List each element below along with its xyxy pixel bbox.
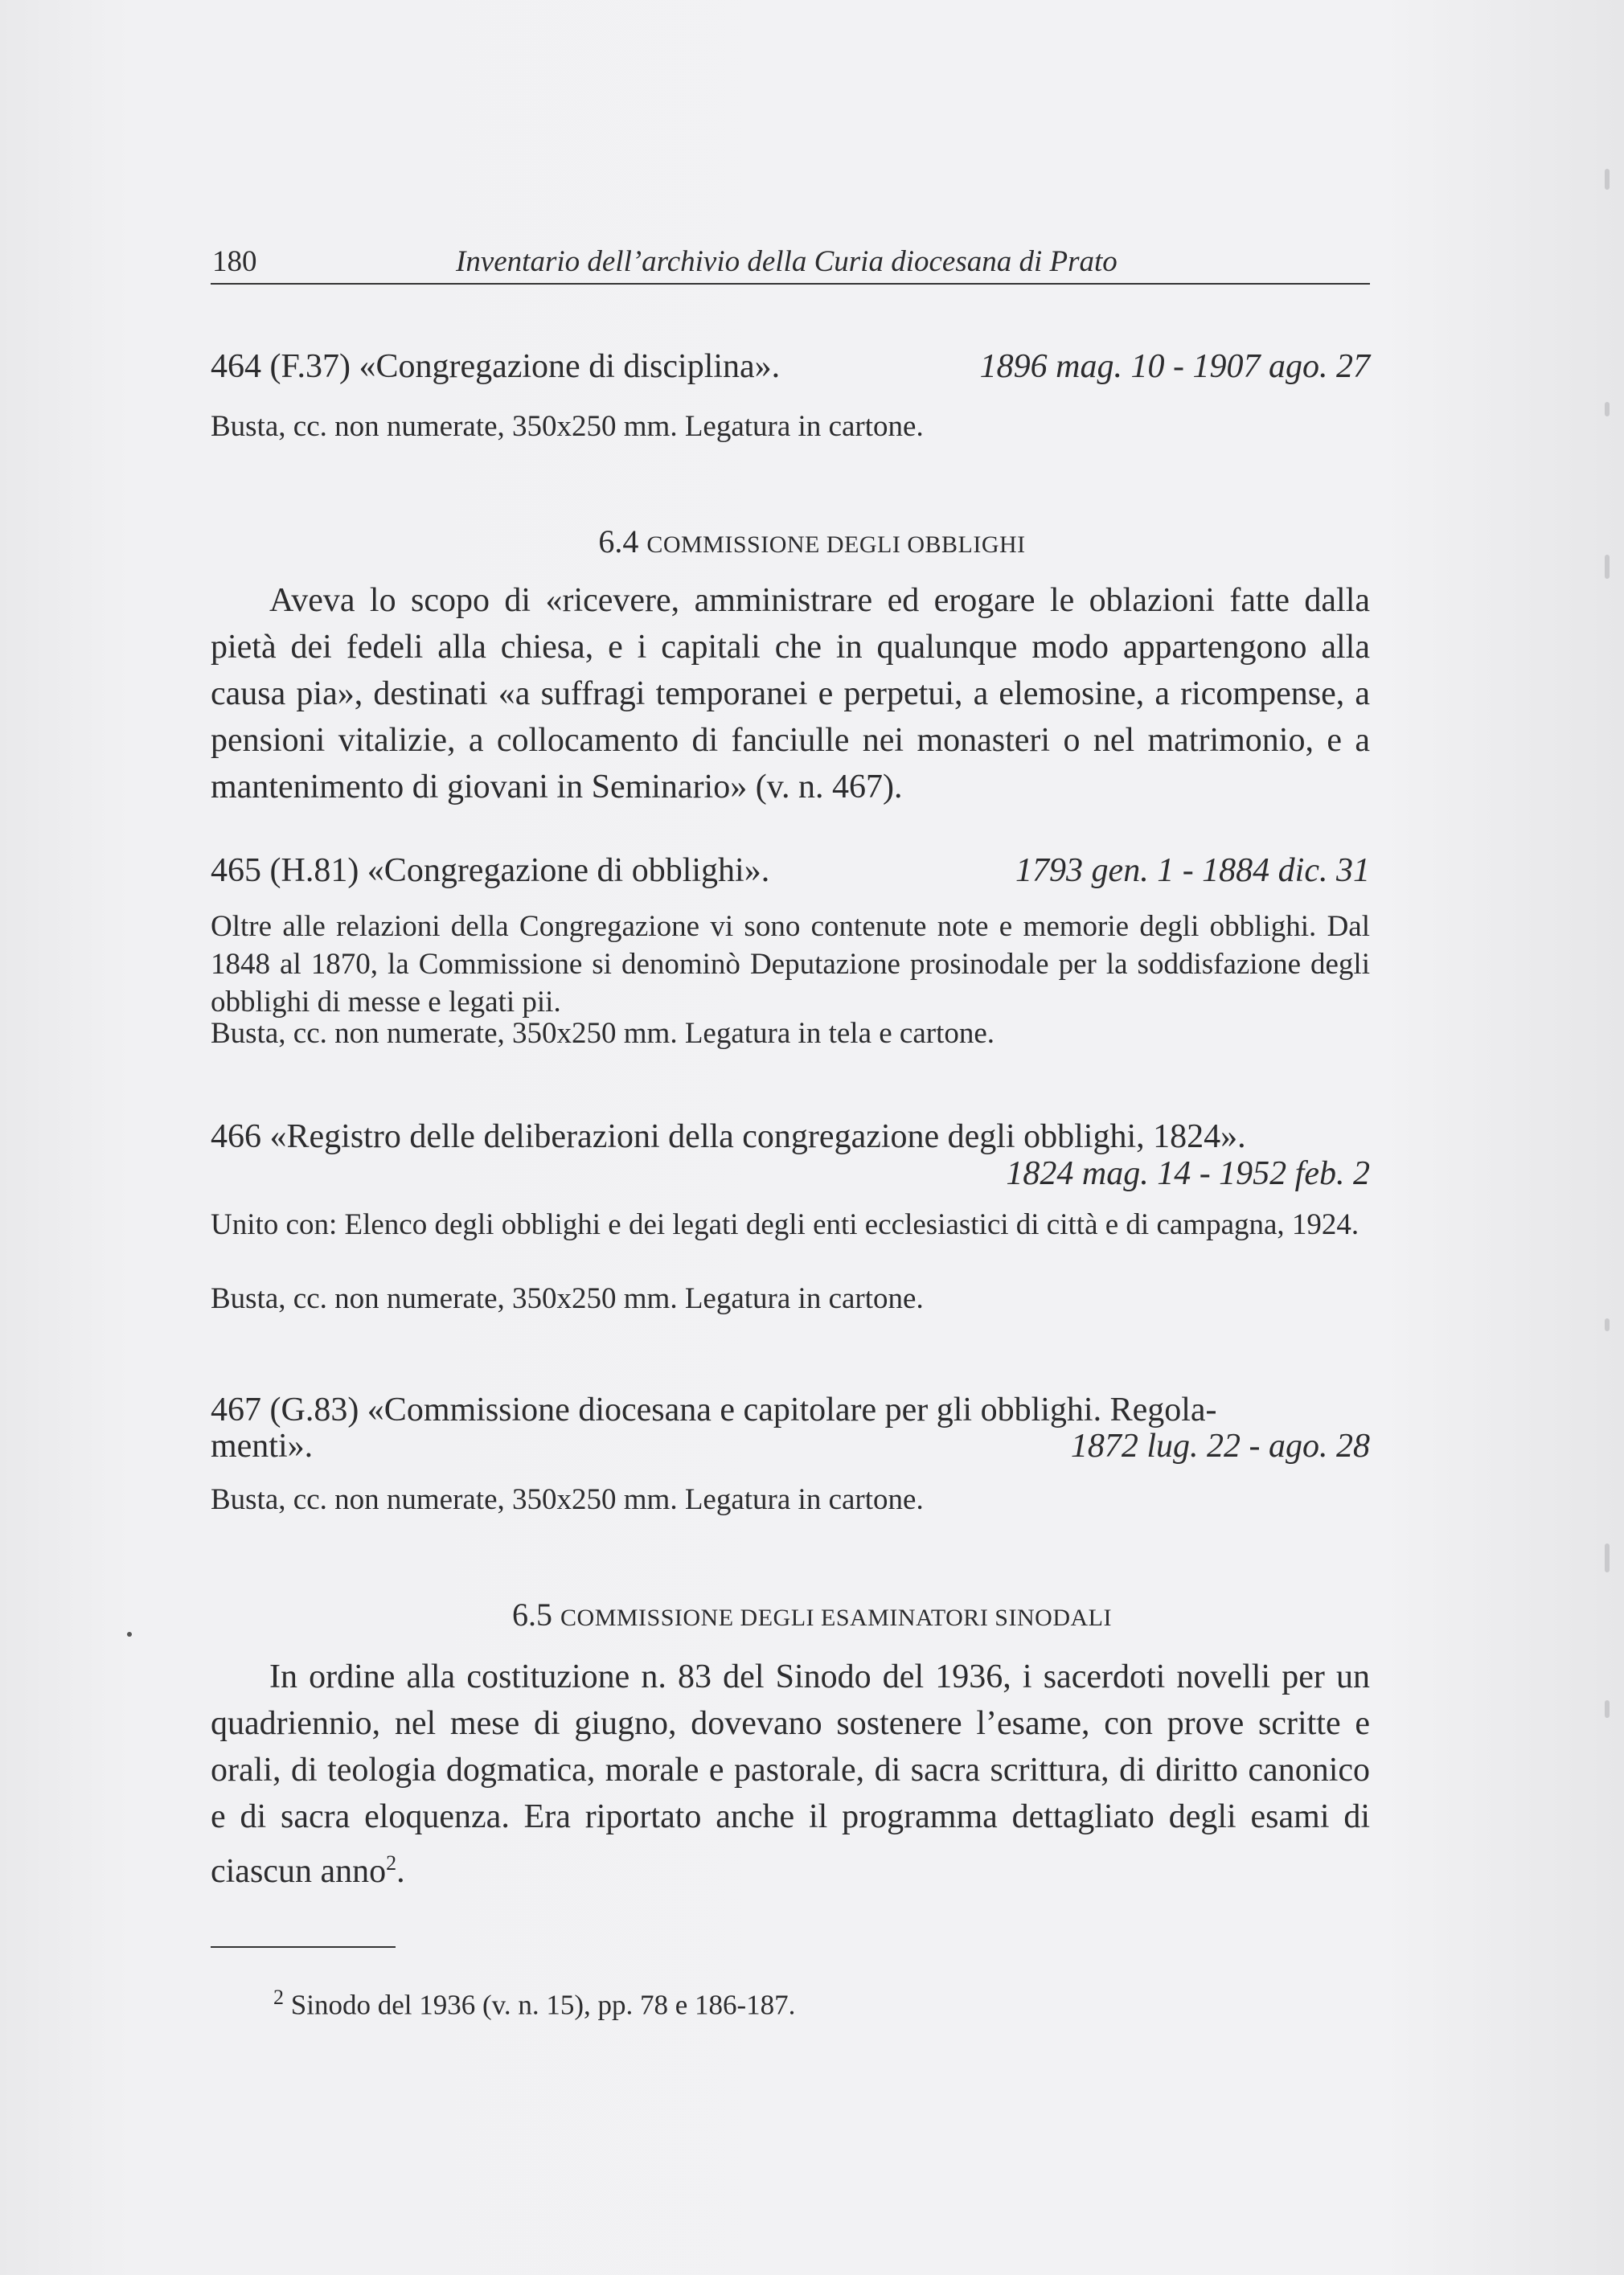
entry-title: 467 (G.83) «Commissione diocesana e capitolare per gli obblighi. Regola-: [211, 1392, 1217, 1429]
section-6-5-paragraph: In ordine alla costituzione n. 83 del Sinodo del 1936, i sacerdoti novelli per un quadriennio, nel mese di giugno, dovevano sostenere l’esame, con prove scritte e orali, di teologia dogmatica, morale e pastorale, di sacra scrittura, di diritto canonico e di sacra eloquenza. Era riportato anche il programma dettagliato degli esami di ciascun anno$^2$.: [211, 1658, 1370, 1890]
paragraph-text: In ordine alla costituzione n. 83 del Sinodo del 1936, i sacerdoti novelli per un quadriennio, nel mese di giugno, dovevano sostenere l’esame, con prove scritte e orali, di teologia dogmatica, morale e pastorale, di sacra scrittura, di diritto canonico e di sacra eloquenza. Era riportato anche il programma dettagliato degli esami di ciascun anno: [211, 1658, 1370, 1890]
page-edge-mark: [1605, 1318, 1610, 1331]
entry-465-description: Busta, cc. non numerate, 350x250 mm. Legatura in tela e cartone.: [211, 1017, 995, 1050]
stray-mark: [127, 1632, 132, 1637]
entry-465-heading: [211, 848, 1370, 893]
footnote-reference[interactable]: 2: [386, 1851, 397, 1875]
footnote-rule: [211, 1946, 396, 1948]
entry-date: 1824 mag. 14 - 1952 feb. 2: [1006, 1155, 1370, 1192]
page-edge-mark: [1605, 169, 1610, 190]
section-6-4-paragraph: Aveva lo scopo di «ricevere, amministrare ed erogare le oblazioni fatte dalla pietà dei fedeli alla chiesa, e i capitali che in qualunque modo appartengono alla causa pia», destinati «a suffragi temporanei e perpetui, a elemosine, a ricompense, a pensioni vitalizie, a collocamento di fanciulle nei monasteri o nel matrimonio, e a mantenimento di giovani in Seminario» (v. n. 467).: [211, 582, 1370, 805]
entry-466-description: Busta, cc. non numerate, 350x250 mm. Legatura in cartone.: [211, 1282, 924, 1315]
entry-title: 466 «Registro delle deliberazioni della congregazione degli obblighi, 1824».: [211, 1118, 1246, 1155]
page-number: 180: [212, 245, 257, 278]
section-title: COMMISSIONE DEGLI OBBLIGHI: [646, 531, 1026, 558]
section-heading-6-5: [0, 1596, 1624, 1633]
running-header: [211, 241, 1370, 285]
entry-title: 465 (H.81) «Congregazione di obblighi».: [211, 852, 770, 889]
entry-title: menti».: [211, 1428, 314, 1465]
entry-466-note: Unito con: Elenco degli obblighi e dei legati degli enti ecclesiastici di città e di campagna, 1924.: [211, 1208, 1359, 1241]
section-number: 6.5: [512, 1597, 553, 1633]
footnote-marker: 2: [273, 1986, 284, 2009]
footnote-text: Sinodo del 1936 (v. n. 15), pp. 78 e 186-187.: [284, 1989, 796, 2021]
entry-465-note: Oltre alle relazioni della Congregazione vi sono contenute note e memorie degli obblighi. Dal 1848 al 1870, la Commissione si denominò Deputazione prosinodale per la soddisfazione degli obblighi di messe e legati pii.: [211, 910, 1370, 1019]
section-heading-6-4: [0, 523, 1624, 560]
entry-title: 464 (F.37) «Congregazione di disciplina».: [211, 348, 781, 385]
section-title: COMMISSIONE DEGLI ESAMINATORI SINODALI: [560, 1605, 1112, 1631]
footnote: [273, 1980, 795, 2023]
entry-date: 1896 mag. 10 - 1907 ago. 27: [979, 348, 1370, 385]
running-title: Inventario dell’archivio della Curia diocesana di Prato: [456, 245, 1118, 278]
entry-date: 1872 lug. 22 - ago. 28: [1070, 1428, 1370, 1465]
page-edge-mark: [1605, 1700, 1610, 1718]
entry-467-description: Busta, cc. non numerate, 350x250 mm. Legatura in cartone.: [211, 1483, 924, 1516]
entry-464-heading: [211, 344, 1370, 389]
page-edge-mark: [1605, 402, 1610, 416]
entry-464-description: Busta, cc. non numerate, 350x250 mm. Legatura in cartone.: [211, 410, 924, 443]
section-number: 6.4: [598, 523, 639, 560]
page-edge-mark: [1605, 1543, 1610, 1572]
entry-467-heading-cont: [211, 1424, 1370, 1469]
entry-date: 1793 gen. 1 - 1884 dic. 31: [1015, 852, 1370, 889]
